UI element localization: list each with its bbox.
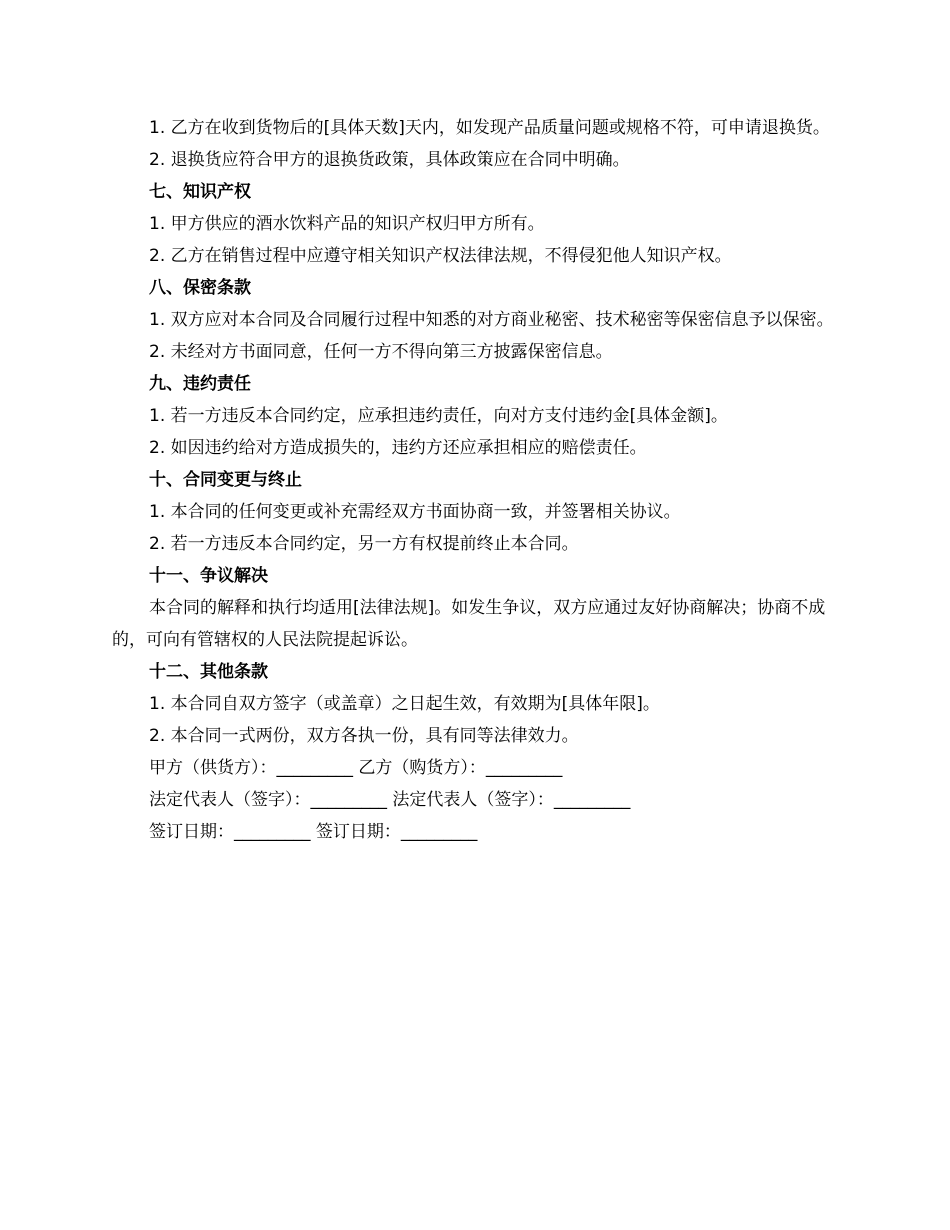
section-heading-dispute: 十一、争议解决: [149, 566, 268, 586]
clause-breach-2: 2. 如因违约给对方造成损失的，违约方还应承担相应的赔偿责任。: [149, 438, 647, 458]
section-heading-confidentiality: 八、保密条款: [149, 278, 251, 298]
section-heading-other: 十二、其他条款: [149, 662, 268, 682]
contract-page: [112, 112, 838, 848]
clause-dispute: 本合同的解释和执行均适用[法律法规]。如发生争议，双方应通过友好协商解决；协商不成的，可向有管辖权的人民法院提起诉讼。: [112, 598, 826, 650]
clause-other-2: 2. 本合同一式两份，双方各执一份，具有同等法律效力。: [149, 726, 579, 746]
clause-change-2: 2. 若一方违反本合同约定，另一方有权提前终止本合同。: [149, 534, 579, 554]
section-heading-breach: 九、违约责任: [149, 374, 251, 394]
clause-confidentiality-2: 2. 未经对方书面同意，任何一方不得向第三方披露保密信息。: [149, 342, 613, 362]
clause-return-1: 1. 乙方在收到货物后的[具体天数]天内，如发现产品质量问题或规格不符，可申请退换货。: [149, 118, 830, 138]
signature-dates-line: 签订日期：_________ 签订日期：_________: [149, 822, 478, 842]
clause-ip-1: 1. 甲方供应的酒水饮料产品的知识产权归甲方所有。: [149, 214, 545, 234]
clause-return-2: 2. 退换货应符合甲方的退换货政策，具体政策应在合同中明确。: [149, 150, 630, 170]
section-heading-ip: 七、知识产权: [149, 182, 251, 202]
signature-parties-line: 甲方（供货方）：_________ 乙方（购货方）：_________: [149, 758, 563, 778]
clause-ip-2: 2. 乙方在销售过程中应遵守相关知识产权法律法规，不得侵犯他人知识产权。: [149, 246, 732, 266]
clause-other-1: 1. 本合同自双方签字（或盖章）之日起生效，有效期为[具体年限]。: [149, 694, 660, 714]
signature-representatives-line: 法定代表人（签字）：_________ 法定代表人（签字）：_________: [149, 790, 631, 810]
section-heading-change-termination: 十、合同变更与终止: [149, 470, 302, 490]
clause-confidentiality-1: 1. 双方应对本合同及合同履行过程中知悉的对方商业秘密、技术秘密等保密信息予以保密。: [149, 310, 834, 330]
clause-change-1: 1. 本合同的任何变更或补充需经双方书面协商一致，并签署相关协议。: [149, 502, 681, 522]
clause-breach-1: 1. 若一方违反本合同约定，应承担违约责任，向对方支付违约金[具体金额]。: [149, 406, 728, 426]
